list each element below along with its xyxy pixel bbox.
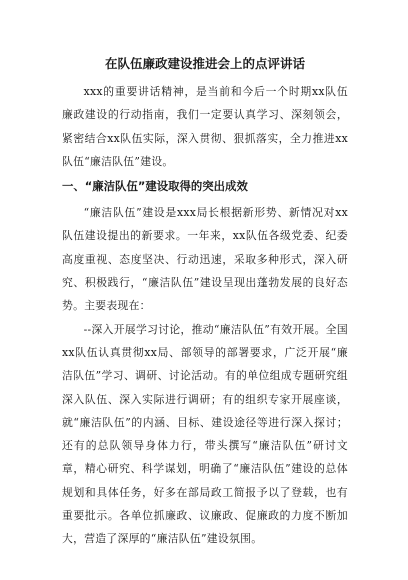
intro-paragraph: xxx的重要讲话精神，是当前和今后一个时期xx队伍廉政建设的行动指南，我们一定要认真学习、深刻领会，紧密结合xx队伍实际，深入贯彻、狠抓落实，全力推进xx队伍“廉洁队伍”建设。 [62, 85, 348, 168]
section-heading: 一、“廉洁队伍”建设取得的突出成效 [62, 179, 248, 194]
document-body [62, 56, 348, 551]
section-paragraph-1: “廉洁队伍”建设是xxx局长根据新形势、新情况对xx队伍建设提出的新要求。一年来，xx队伍各级党委、纪委高度重视、态度坚决、行动迅速，采取多种形式，深入研究、积极践行，“廉洁队伍”建设呈现出蓬勃发展的良好态势。主要表现在： [62, 206, 348, 313]
section-paragraph-2: --深入开展学习讨论，推动“廉洁队伍”有效开展。全国xx队伍认真贯彻xx局、部领导的部署要求，广泛开展“廉洁队伍”学习、调研、讨论活动。有的单位组成专题研究组深入队伍、深入实际进行调研；有的组织专家开展座谈，就“廉洁队伍”的内涵、目标、建设途径等进行深入探讨；还有的总队领导身体力行，带头撰写“廉洁队伍”研讨文章，精心研究、科学谋划，明确了“廉洁队伍”建设的总体规划和具体任务，好多在部局政工简报予以了登载，也有重要批示。各单位抓廉政、议廉政、促廉政的力度不断加大，营造了深厚的“廉洁队伍”建设氛围。 [62, 322, 348, 546]
document-title: 在队伍廉政建设推进会上的点评讲话 [104, 56, 305, 71]
